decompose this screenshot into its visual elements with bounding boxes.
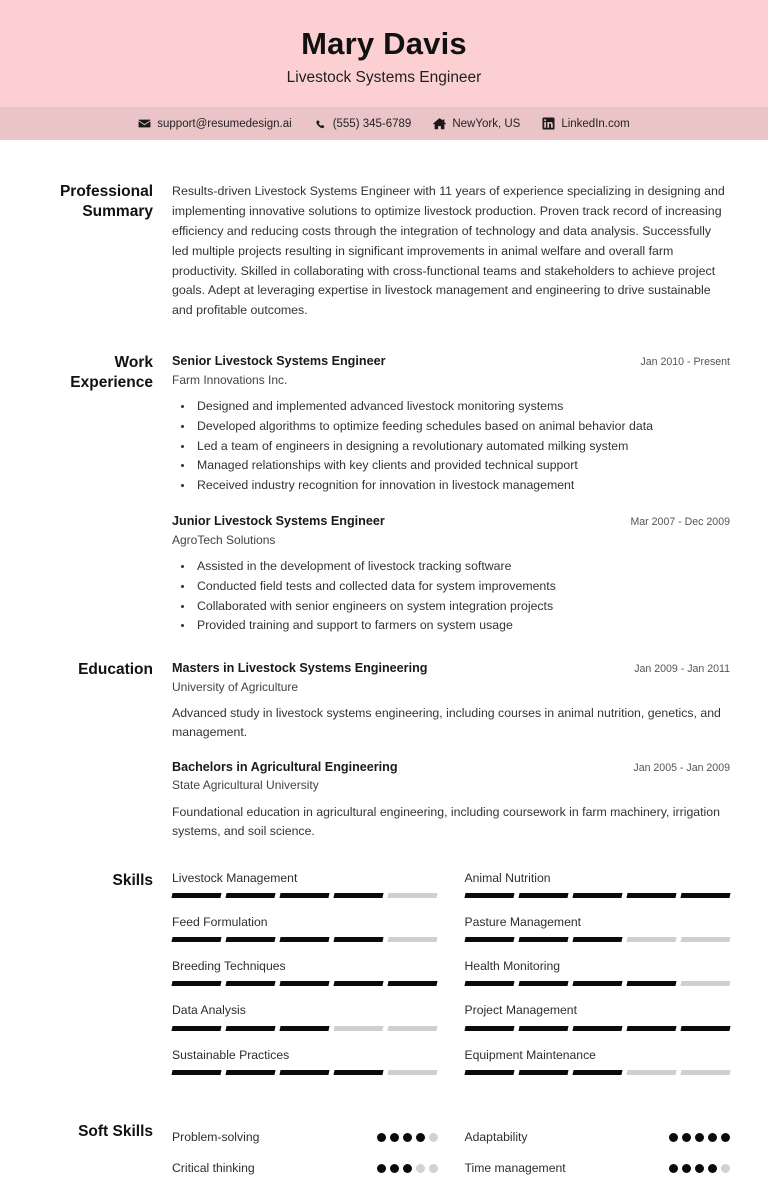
skill-item [172, 1003, 438, 1030]
soft-skill-item [172, 1122, 438, 1153]
work-bullet: Managed relationships with key clients and provided technical support [172, 456, 730, 476]
skill-level-bar [172, 1026, 438, 1031]
resume-header [0, 0, 768, 107]
skill-level-segment [226, 937, 276, 942]
skill-level-segment [626, 981, 676, 986]
education-degree: Masters in Livestock Systems Engineering [172, 661, 428, 676]
rating-dot [377, 1164, 386, 1173]
skill-level-segment [280, 1026, 330, 1031]
skill-level-segment [518, 1026, 568, 1031]
work-role: Junior Livestock Systems Engineer [172, 514, 385, 529]
skill-level-segment [572, 981, 622, 986]
skill-item [172, 1048, 438, 1075]
skill-level-segment [518, 893, 568, 898]
rating-dot [403, 1133, 412, 1142]
rating-dot [708, 1164, 717, 1173]
skill-level-segment [280, 1070, 330, 1075]
resume-content [0, 182, 768, 1184]
skill-name: Feed Formulation [172, 914, 268, 929]
summary-text: Results-driven Livestock Systems Engineer with 11 years of experience specializing in designing and implementing innovative solutions to optimize livestock production. Proven track record of increasing efficiency and reducing costs through the integration of technology and data analysis. Successfully led multiple projects resulting in significant improvements in animal welfare and overall farm productivity. Skilled in collaborating with cross-functional teams and stakeholders to achieve project goals. Adept at leveraging expertise in livestock management and engineering to drive sustainable and profitable outcomes. [172, 184, 725, 318]
section-label-work: Work Experience [70, 354, 153, 391]
work-bullet: Developed algorithms to optimize feeding schedules based on animal behavior data [172, 417, 730, 437]
contact-phone-text: (555) 345-6789 [332, 117, 412, 130]
skill-item [172, 959, 438, 986]
work-entry [172, 513, 730, 636]
skill-level-bar [465, 893, 731, 898]
skill-level-segment [334, 937, 384, 942]
soft-skill-name: Problem-solving [172, 1130, 260, 1145]
education-entry [172, 759, 730, 841]
skill-level-segment [464, 981, 514, 986]
candidate-name: Mary Davis [301, 26, 467, 61]
skill-level-segment [171, 893, 221, 898]
skill-level-segment [280, 981, 330, 986]
rating-dot [416, 1133, 425, 1142]
contact-location[interactable] [433, 117, 520, 130]
skill-level-segment [334, 893, 384, 898]
skill-name: Equipment Maintenance [464, 1047, 596, 1062]
soft-skill-name: Adaptability [464, 1130, 528, 1145]
work-bullet: Led a team of engineers in designing a revolutionary automated milking system [172, 437, 730, 457]
skill-level-segment [226, 893, 276, 898]
skill-level-segment [518, 981, 568, 986]
rating-dot [708, 1133, 717, 1142]
phone-icon [314, 117, 327, 130]
skill-level-segment [680, 937, 730, 942]
skill-level-segment [388, 1070, 438, 1075]
soft-skill-rating-dots [669, 1133, 730, 1142]
work-company: Farm Innovations Inc. [172, 372, 288, 387]
section-skills [38, 871, 730, 1092]
work-bullet: Designed and implemented advanced livestock monitoring systems [172, 397, 730, 417]
skill-level-bar [172, 1070, 438, 1075]
skill-item [465, 1048, 731, 1075]
skill-level-segment [680, 981, 730, 986]
contact-email[interactable] [138, 117, 291, 130]
envelope-icon [138, 117, 151, 130]
rating-dot [695, 1133, 704, 1142]
work-date: Mar 2007 - Dec 2009 [630, 516, 730, 529]
skill-level-segment [388, 1026, 438, 1031]
soft-skill-rating-dots [377, 1133, 438, 1142]
section-label-summary: Professional Summary [59, 183, 153, 221]
section-label-skills: Skills [112, 871, 153, 889]
skill-level-segment [572, 1070, 622, 1075]
skill-level-segment [171, 937, 221, 942]
rating-dot [377, 1133, 386, 1142]
work-company: AgroTech Solutions [172, 532, 276, 547]
skill-level-segment [388, 893, 438, 898]
work-bullet: Collaborated with senior engineers on system integration projects [172, 597, 730, 617]
rating-dot [682, 1164, 691, 1173]
education-body [172, 660, 730, 840]
linkedin-icon [542, 117, 555, 130]
work-entry [172, 353, 730, 496]
rating-dot [682, 1133, 691, 1142]
education-date: Jan 2009 - Jan 2011 [634, 663, 730, 676]
skills-body [172, 871, 730, 1092]
home-icon [433, 117, 446, 130]
skill-level-segment [171, 981, 221, 986]
contact-location-text: NewYork, US [452, 117, 521, 130]
skill-level-segment [680, 893, 730, 898]
skill-level-segment [626, 893, 676, 898]
skill-name: Data Analysis [172, 1003, 246, 1018]
skill-level-segment [334, 1026, 384, 1031]
work-entry-header [172, 353, 730, 369]
section-soft-skills [38, 1122, 730, 1184]
skill-level-bar [172, 981, 438, 986]
skill-level-segment [388, 937, 438, 942]
work-entry-header [172, 513, 730, 529]
skill-name: Breeding Techniques [172, 959, 286, 974]
skill-name: Health Monitoring [464, 959, 561, 974]
education-date: Jan 2005 - Jan 2009 [633, 762, 730, 775]
skill-name: Pasture Management [464, 914, 582, 929]
skill-level-segment [464, 1070, 514, 1075]
skills-grid [172, 871, 730, 1092]
skill-level-segment [388, 981, 438, 986]
skill-level-bar [465, 937, 731, 942]
skill-level-segment [464, 1026, 514, 1031]
skill-level-segment [171, 1070, 221, 1075]
skill-level-segment [518, 1070, 568, 1075]
contact-email-text: support@resumedesign.ai [157, 117, 292, 130]
rating-dot [429, 1133, 438, 1142]
skill-item [465, 915, 731, 942]
contact-linkedin[interactable] [542, 117, 629, 130]
skill-level-segment [334, 981, 384, 986]
summary-body [172, 182, 730, 321]
skill-name: Animal Nutrition [464, 870, 551, 885]
skill-item [465, 959, 731, 986]
rating-dot [721, 1133, 730, 1142]
soft-skill-item [172, 1153, 438, 1184]
work-body [172, 353, 730, 636]
soft-skill-item [465, 1122, 731, 1153]
rating-dot [429, 1164, 438, 1173]
candidate-job-title: Livestock Systems Engineer [286, 68, 482, 86]
skill-name: Project Management [464, 1003, 577, 1018]
soft-skill-item [465, 1153, 731, 1184]
skill-item [172, 915, 438, 942]
rating-dot [721, 1164, 730, 1173]
soft-skill-name: Critical thinking [172, 1161, 255, 1176]
skill-level-segment [572, 1026, 622, 1031]
section-education [38, 660, 730, 840]
education-entry-header [172, 759, 730, 775]
rating-dot [695, 1164, 704, 1173]
rating-dot [669, 1133, 678, 1142]
work-bullet-list [172, 557, 730, 637]
skill-name: Livestock Management [172, 870, 298, 885]
work-role: Senior Livestock Systems Engineer [172, 354, 386, 369]
soft-skills-grid [172, 1122, 730, 1184]
skill-level-segment [626, 1070, 676, 1075]
education-description: Advanced study in livestock systems engineering, including courses in animal nutrition, genetics, and management. [172, 705, 721, 739]
contact-linkedin-text: LinkedIn.com [561, 117, 630, 130]
skill-level-segment [171, 1026, 221, 1031]
skill-level-segment [280, 893, 330, 898]
section-professional-summary [38, 182, 730, 321]
skill-level-segment [626, 1026, 676, 1031]
skill-level-bar [172, 893, 438, 898]
rating-dot [669, 1164, 678, 1173]
skill-level-segment [226, 1026, 276, 1031]
education-entry-header [172, 660, 730, 676]
skill-level-segment [680, 1070, 730, 1075]
skill-level-segment [464, 937, 514, 942]
education-description: Foundational education in agricultural engineering, including coursework in farm machinery, irrigation systems, and soil science. [172, 804, 720, 838]
education-school: State Agricultural University [172, 778, 319, 793]
skill-item [465, 1003, 731, 1030]
skill-item [172, 871, 438, 898]
soft-skills-body [172, 1122, 730, 1184]
skill-level-bar [465, 1026, 731, 1031]
rating-dot [390, 1133, 399, 1142]
skill-item [465, 871, 731, 898]
rating-dot [390, 1164, 399, 1173]
soft-skill-name: Time management [464, 1161, 566, 1176]
soft-skill-rating-dots [377, 1164, 438, 1173]
skill-level-segment [572, 893, 622, 898]
skill-level-segment [518, 937, 568, 942]
rating-dot [416, 1164, 425, 1173]
work-bullet: Conducted field tests and collected data for system improvements [172, 577, 730, 597]
skill-level-segment [226, 1070, 276, 1075]
skill-level-segment [280, 937, 330, 942]
section-label-education: Education [78, 661, 153, 679]
skill-name: Sustainable Practices [172, 1047, 290, 1062]
skill-level-bar [172, 937, 438, 942]
contact-phone[interactable] [314, 117, 412, 130]
skill-level-segment [334, 1070, 384, 1075]
skill-level-segment [626, 937, 676, 942]
soft-skill-rating-dots [669, 1164, 730, 1173]
section-label-soft-skills: Soft Skills [78, 1122, 153, 1140]
contact-bar [0, 107, 768, 140]
work-bullet: Provided training and support to farmers on system usage [172, 616, 730, 636]
work-date: Jan 2010 - Present [640, 356, 730, 369]
education-school: University of Agriculture [172, 679, 299, 694]
rating-dot [403, 1164, 412, 1173]
skill-level-segment [226, 981, 276, 986]
work-bullet: Received industry recognition for innovation in livestock management [172, 476, 730, 496]
skill-level-segment [464, 893, 514, 898]
education-degree: Bachelors in Agricultural Engineering [172, 760, 398, 775]
skill-level-bar [465, 981, 731, 986]
skill-level-segment [680, 1026, 730, 1031]
work-bullet-list [172, 397, 730, 497]
section-work-experience [38, 353, 730, 636]
education-entry [172, 660, 730, 742]
skill-level-bar [465, 1070, 731, 1075]
work-bullet: Assisted in the development of livestock tracking software [172, 557, 730, 577]
skill-level-segment [572, 937, 622, 942]
